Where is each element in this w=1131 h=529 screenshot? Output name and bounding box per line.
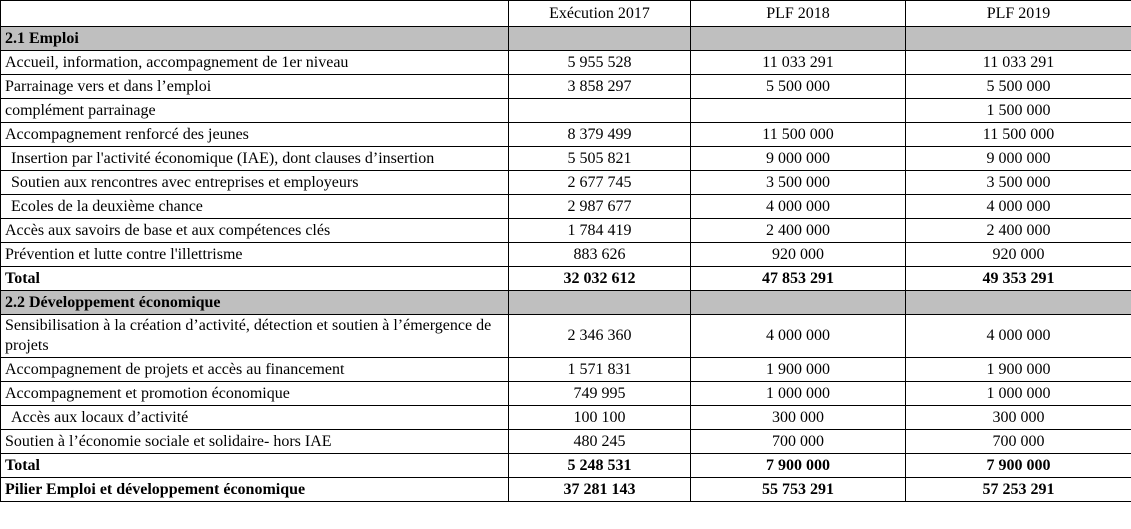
cell-plf-2018: 55 753 291: [691, 478, 906, 502]
cell-plf-2019: 3 500 000: [906, 171, 1131, 195]
row-label: Accès aux locaux d’activité: [1, 406, 509, 430]
table-row: [1, 171, 1131, 195]
table-row: [1, 51, 1131, 75]
row-label: Sensibilisation à la création d’activité, détection et soutien à l’émergence de projets: [1, 315, 509, 358]
cell-plf-2019: 57 253 291: [906, 478, 1131, 502]
cell-execution-2017: 1 784 419: [509, 219, 691, 243]
table-row: [1, 382, 1131, 406]
section-label: 2.1 Emploi: [1, 27, 509, 51]
cell-plf-2019: [906, 291, 1131, 315]
cell-execution-2017: [509, 99, 691, 123]
header-row: [1, 1, 1131, 27]
table-row: [1, 406, 1131, 430]
cell-execution-2017: [509, 291, 691, 315]
cell-execution-2017: 883 626: [509, 243, 691, 267]
cell-execution-2017: 3 858 297: [509, 75, 691, 99]
table-row: [1, 147, 1131, 171]
row-label: Accompagnement de projets et accès au financement: [1, 358, 509, 382]
cell-execution-2017: 8 379 499: [509, 123, 691, 147]
section-row-emploi: [1, 27, 1131, 51]
table-row: [1, 75, 1131, 99]
cell-plf-2019: 1 000 000: [906, 382, 1131, 406]
cell-plf-2018: [691, 27, 906, 51]
table-row: [1, 123, 1131, 147]
cell-plf-2019: 920 000: [906, 243, 1131, 267]
cell-execution-2017: 37 281 143: [509, 478, 691, 502]
cell-plf-2019: 11 500 000: [906, 123, 1131, 147]
row-label: Prévention et lutte contre l'illettrisme: [1, 243, 509, 267]
table-header: [1, 1, 1131, 27]
cell-execution-2017: 32 032 612: [509, 267, 691, 291]
cell-execution-2017: 1 571 831: [509, 358, 691, 382]
cell-plf-2018: 4 000 000: [691, 315, 906, 358]
total-label: Total: [1, 267, 509, 291]
cell-plf-2018: 2 400 000: [691, 219, 906, 243]
cell-execution-2017: 100 100: [509, 406, 691, 430]
cell-execution-2017: [509, 27, 691, 51]
pilier-total-row: [1, 478, 1131, 502]
cell-plf-2019: 300 000: [906, 406, 1131, 430]
cell-plf-2019: 4 000 000: [906, 195, 1131, 219]
cell-plf-2018: 7 900 000: [691, 454, 906, 478]
cell-plf-2019: 5 500 000: [906, 75, 1131, 99]
cell-execution-2017: 749 995: [509, 382, 691, 406]
cell-plf-2019: 11 033 291: [906, 51, 1131, 75]
section-label: 2.2 Développement économique: [1, 291, 509, 315]
cell-plf-2018: 47 853 291: [691, 267, 906, 291]
row-label: Accompagnement et promotion économique: [1, 382, 509, 406]
section-row-developpement-economique: [1, 291, 1131, 315]
cell-plf-2019: [906, 27, 1131, 51]
table-row: [1, 315, 1131, 358]
cell-execution-2017: 2 346 360: [509, 315, 691, 358]
table-row: [1, 219, 1131, 243]
cell-plf-2019: 49 353 291: [906, 267, 1131, 291]
cell-plf-2019: 1 500 000: [906, 99, 1131, 123]
total-row-developpement-economique: [1, 454, 1131, 478]
row-label: Accueil, information, accompagnement de 1er niveau: [1, 51, 509, 75]
cell-execution-2017: 5 505 821: [509, 147, 691, 171]
cell-plf-2018: 5 500 000: [691, 75, 906, 99]
cell-execution-2017: 480 245: [509, 430, 691, 454]
table-row: [1, 99, 1131, 123]
cell-plf-2018: 4 000 000: [691, 195, 906, 219]
table-row: [1, 430, 1131, 454]
header-empty-cell: [1, 1, 509, 27]
row-label: complément parrainage: [1, 99, 509, 123]
cell-plf-2018: [691, 291, 906, 315]
cell-execution-2017: 2 987 677: [509, 195, 691, 219]
cell-execution-2017: 5 248 531: [509, 454, 691, 478]
cell-plf-2019: 7 900 000: [906, 454, 1131, 478]
table-body: [1, 27, 1131, 502]
cell-plf-2018: 700 000: [691, 430, 906, 454]
table-row: [1, 358, 1131, 382]
cell-plf-2019: 1 900 000: [906, 358, 1131, 382]
row-label: Soutien à l’économie sociale et solidaire- hors IAE: [1, 430, 509, 454]
cell-plf-2018: 1 000 000: [691, 382, 906, 406]
cell-plf-2018: 300 000: [691, 406, 906, 430]
row-label: Accès aux savoirs de base et aux compétences clés: [1, 219, 509, 243]
col-header-plf-2019: PLF 2019: [906, 1, 1131, 27]
cell-plf-2018: 9 000 000: [691, 147, 906, 171]
cell-plf-2019: 2 400 000: [906, 219, 1131, 243]
cell-plf-2019: 4 000 000: [906, 315, 1131, 358]
cell-plf-2019: 9 000 000: [906, 147, 1131, 171]
cell-execution-2017: 5 955 528: [509, 51, 691, 75]
cell-plf-2018: 3 500 000: [691, 171, 906, 195]
pilier-label: Pilier Emploi et développement économique: [1, 478, 509, 502]
col-header-plf-2018: PLF 2018: [691, 1, 906, 27]
row-label: Soutien aux rencontres avec entreprises et employeurs: [1, 171, 509, 195]
row-label: Parrainage vers et dans l’emploi: [1, 75, 509, 99]
cell-plf-2018: 11 500 000: [691, 123, 906, 147]
cell-plf-2019: 700 000: [906, 430, 1131, 454]
cell-plf-2018: 1 900 000: [691, 358, 906, 382]
row-label: Insertion par l'activité économique (IAE), dont clauses d’insertion: [1, 147, 509, 171]
cell-execution-2017: 2 677 745: [509, 171, 691, 195]
cell-plf-2018: 11 033 291: [691, 51, 906, 75]
cell-plf-2018: [691, 99, 906, 123]
total-label: Total: [1, 454, 509, 478]
total-row-emploi: [1, 267, 1131, 291]
cell-plf-2018: 920 000: [691, 243, 906, 267]
table-row: [1, 243, 1131, 267]
col-header-execution-2017: Exécution 2017: [509, 1, 691, 27]
row-label: Ecoles de la deuxième chance: [1, 195, 509, 219]
table-row: [1, 195, 1131, 219]
row-label: Accompagnement renforcé des jeunes: [1, 123, 509, 147]
